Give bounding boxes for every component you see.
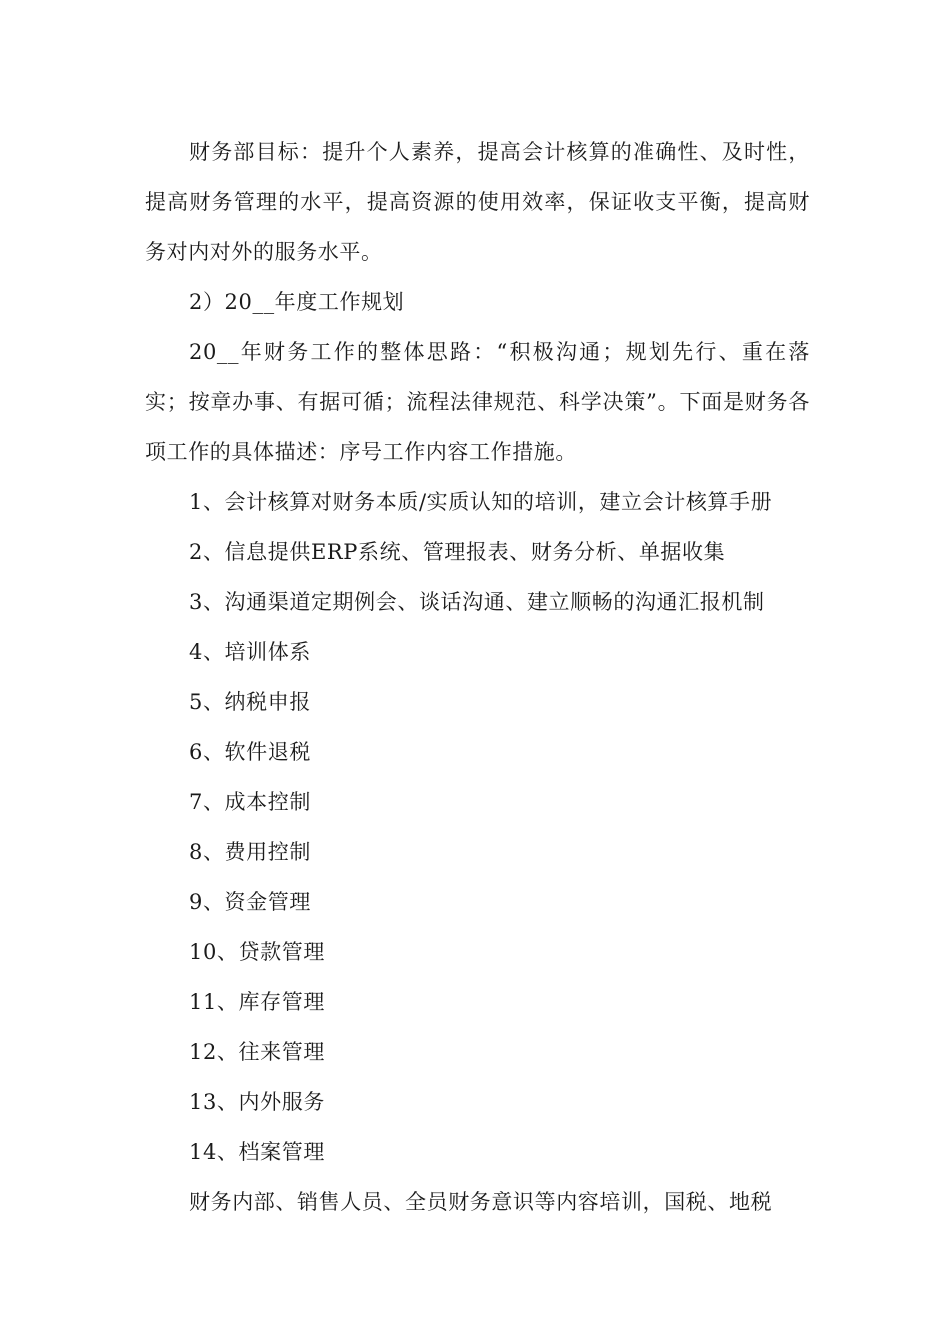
list-item: 11、库存管理: [189, 990, 325, 1014]
list-item: 9、资金管理: [189, 890, 311, 914]
list-item: 13、内外服务: [189, 1090, 325, 1114]
list-item: 2、信息提供ERP系统、管理报表、财务分析、单据收集: [189, 540, 726, 564]
list-item: 1、会计核算对财务本质/实质认知的培训，建立会计核算手册: [189, 490, 773, 514]
work-approach-paragraph: 20__年财务工作的整体思路：“积极沟通；规划先行、重在落实；按章办事、有据可循；流程法律规范、科学决策”。下面是财务各项工作的具体描述：序号工作内容工作措施。: [145, 340, 810, 464]
list-item: 7、成本控制: [189, 790, 311, 814]
list-item: 12、往来管理: [189, 1040, 325, 1064]
work-item-list: [145, 477, 810, 1177]
list-item: 14、档案管理: [189, 1140, 325, 1164]
annual-plan-heading: 2）20__年度工作规划: [189, 290, 405, 314]
list-item: 4、培训体系: [189, 640, 311, 664]
list-item: 6、软件退税: [189, 740, 311, 764]
list-item: 3、沟通渠道定期例会、谈话沟通、建立顺畅的沟通汇报机制: [189, 590, 765, 614]
training-paragraph: 财务内部、销售人员、全员财务意识等内容培训，国税、地税: [189, 1190, 773, 1214]
list-item: 8、费用控制: [189, 840, 311, 864]
finance-goal-paragraph: 财务部目标：提升个人素养，提高会计核算的准确性、及时性，提高财务管理的水平，提高资源的使用效率，保证收支平衡，提高财务对内对外的服务水平。: [145, 140, 810, 264]
document-body: [145, 127, 810, 1227]
list-item: 10、贷款管理: [189, 940, 325, 964]
list-item: 5、纳税申报: [189, 690, 311, 714]
